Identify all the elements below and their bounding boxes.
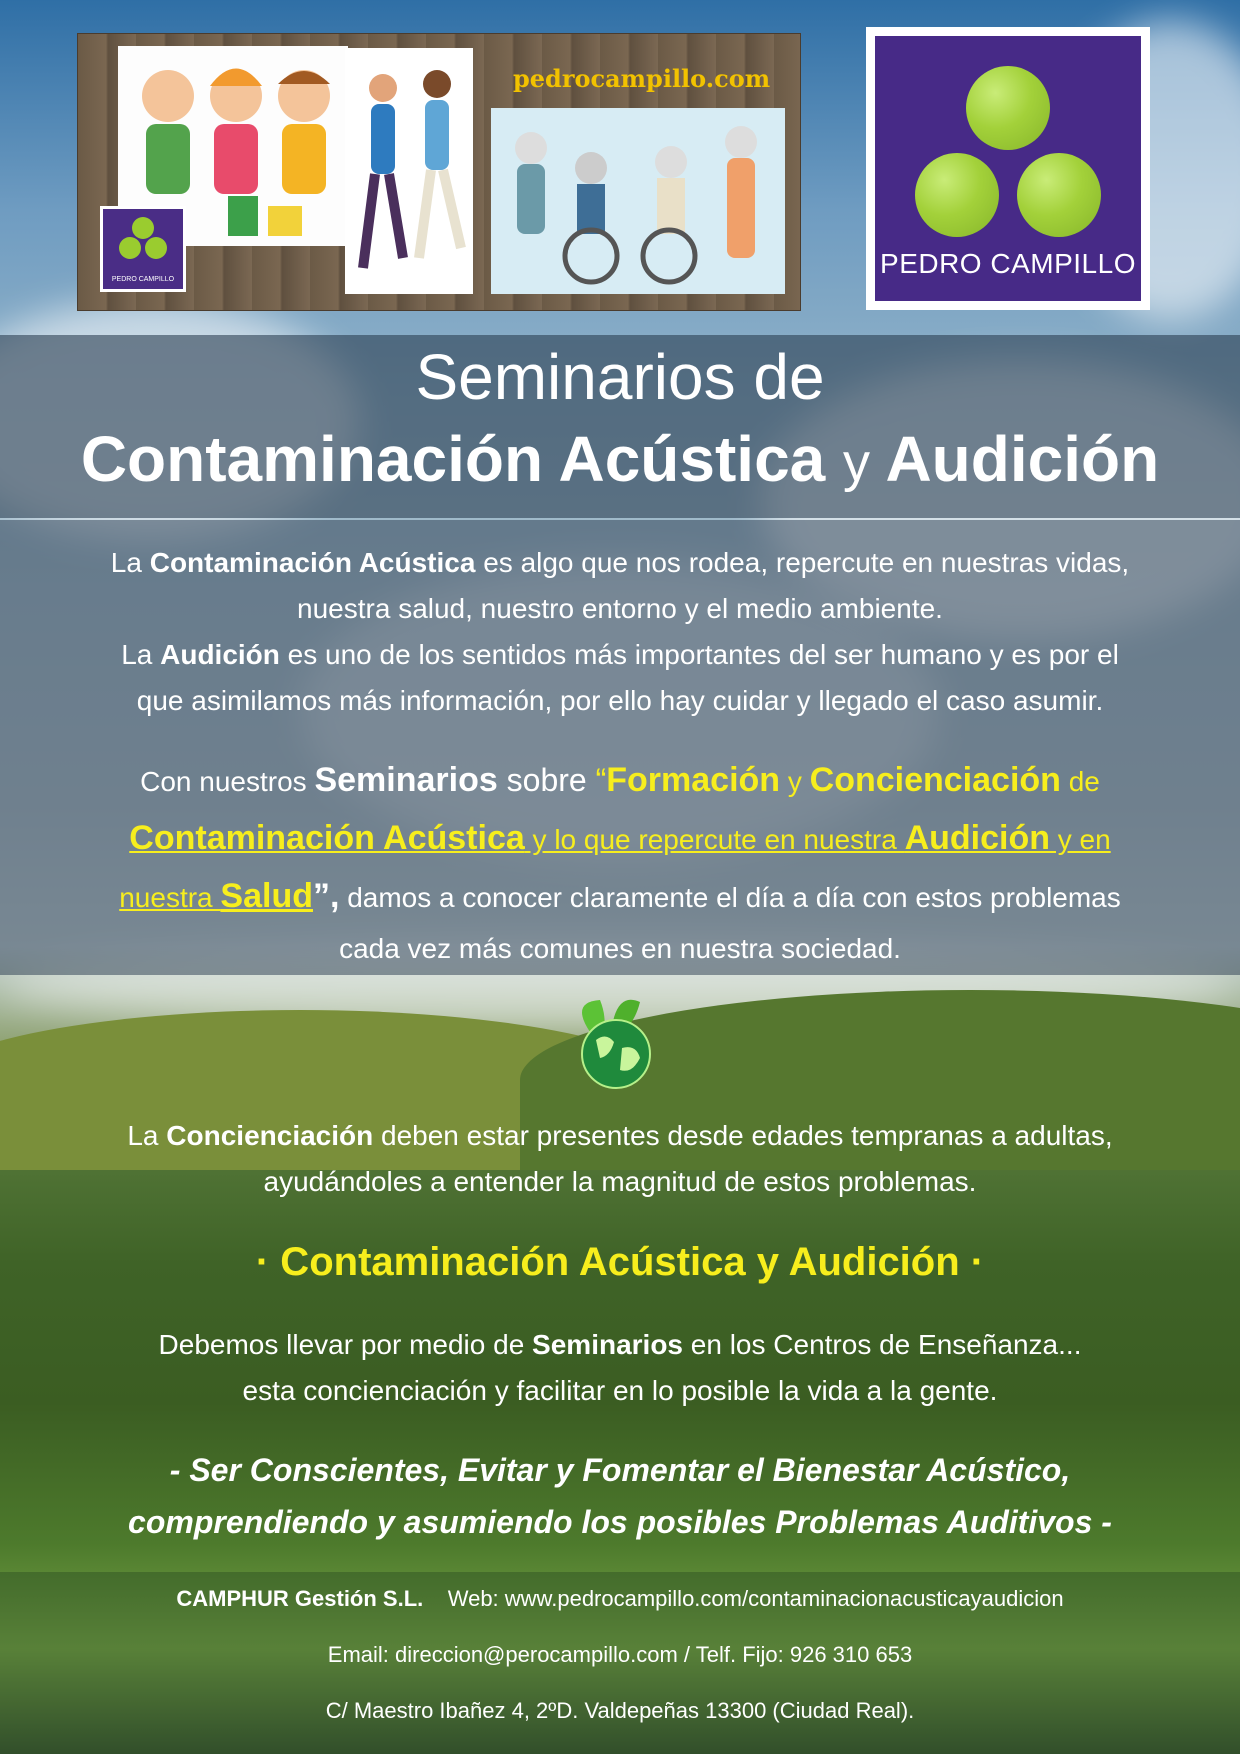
centers-paragraph: Debemos llevar por medio de Seminarios en los Centros de Enseñanza... esta concienciación y facilitar en lo posible la vida a la gente. <box>158 1329 1082 1406</box>
awareness-paragraph: La Concienciación deben estar presentes desde edades tempranas a adultas, ayudándoles a entender la magnitud de estos problemas. <box>127 1120 1113 1197</box>
title-keyword: Audición <box>885 423 1160 495</box>
motto: - Ser Conscientes, Evitar y Fomentar el Bienestar Acústico, comprendiendo y asumiendo los posibles Problemas Auditivos - <box>128 1452 1112 1540</box>
intro-paragraph: La Contaminación Acústica es algo que nos rodea, repercute en nuestras vidas, nuestra salud, nuestro entorno y el medio ambiente. La Audición es uno de los sentidos más importantes del ser humano y es por el que asimilamos más información, por ello hay cuidar y llegado el caso asumir. <box>110 547 1130 716</box>
title-line-1: Seminarios de <box>415 341 825 413</box>
footer-company-line <box>0 1586 1240 1612</box>
web-link[interactable]: Web: www.pedrocampillo.com/contaminacionacusticayaudicion <box>447 1586 1064 1611</box>
banner-site-url: pedrocampillo.com <box>513 64 771 93</box>
company-name: CAMPHUR Gestión S.L. <box>176 1586 424 1611</box>
hero-banner <box>77 33 801 311</box>
globe-leaves-icon <box>560 992 670 1092</box>
mini-logo-text: PEDRO CAMPILLO <box>111 276 175 283</box>
footer-address: C/ Maestro Ibañez 4, 2ºD. Valdepeñas 13300 (Ciudad Real). <box>325 1698 915 1723</box>
title-line-2 <box>0 422 1240 496</box>
title-keyword: Contaminación Acústica <box>80 423 826 495</box>
logo-text: PEDRO CAMPILLO <box>880 248 1136 279</box>
pedro-campillo-logo <box>866 27 1150 310</box>
seminar-paragraph: Con nuestros Seminarios sobre “Formación y Concienciación de Contaminación Acústica y lo que repercute en nuestra Audición y en nuestra Salud”, damos a conocer claramente el día a día con estos problemas cada vez más comunes en nuestra sociedad. <box>119 761 1121 964</box>
seniors-illustration <box>491 108 785 294</box>
dancers-illustration <box>345 48 473 294</box>
section-subtitle: · Contaminación Acústica y Audición · <box>255 1240 985 1284</box>
footer-contact[interactable]: Email: direccion@perocampillo.com / Telf. Fijo: 926 310 653 <box>327 1642 913 1667</box>
title-connector: y <box>843 433 871 493</box>
mini-logo <box>100 206 186 292</box>
